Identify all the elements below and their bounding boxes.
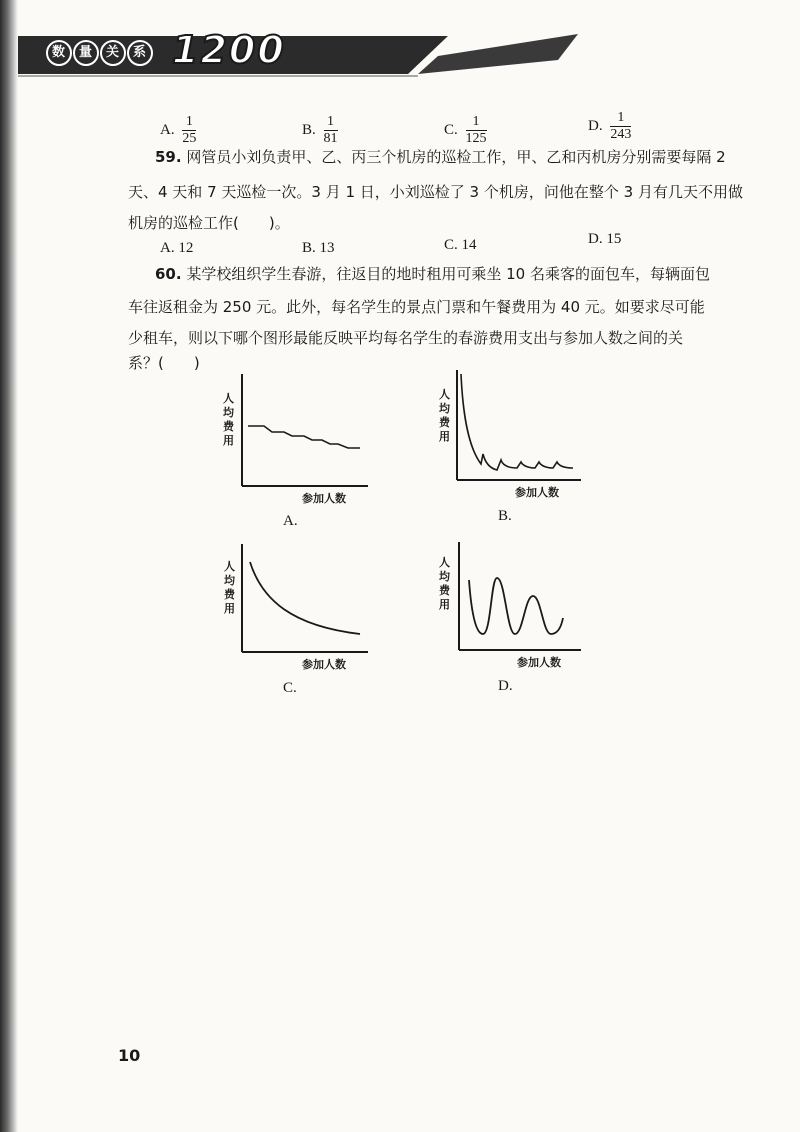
question-text: 某学校组织学生春游，往返目的地时租用可乘坐 10 名乘客的面包车，每辆面包: [186, 265, 710, 283]
ylabel-char: 人: [439, 556, 450, 569]
curve-smooth-decline: [250, 562, 360, 634]
fraction: [182, 114, 196, 147]
graph-d-caption: D.: [498, 678, 513, 694]
series-number: 1200: [172, 28, 286, 72]
q60-line: 车往返租金为 250 元。此外，每名学生的景点门票和午餐费用为 40 元。如要求尽可能: [128, 298, 705, 316]
denominator: 243: [610, 127, 632, 142]
ylabel-char: 均: [439, 402, 450, 415]
curve-step-decline: [248, 426, 360, 448]
graph-c-caption: C.: [283, 680, 297, 696]
xlabel: 参加人数: [517, 656, 561, 669]
ylabel-char: 费: [223, 420, 234, 433]
curve-sawtooth-decline: [461, 374, 573, 470]
option-letter: A.: [160, 121, 175, 138]
graph-d: [425, 538, 585, 678]
numerator: 1: [182, 114, 196, 131]
question-number: 59.: [155, 148, 182, 166]
denominator: 81: [323, 131, 338, 146]
question-text: 网管员小刘负责甲、乙、丙三个机房的巡检工作，甲、乙和丙机房分别需要每隔 2: [186, 148, 726, 166]
graph-a-caption: A.: [283, 513, 298, 529]
option-letter: B.: [302, 121, 316, 138]
q58-option-d: [588, 110, 631, 143]
denominator: 25: [182, 131, 197, 146]
fraction: [610, 110, 631, 143]
q59-option-c: C. 14: [444, 237, 477, 253]
q59-line: 机房的巡检工作( )。: [128, 214, 290, 232]
series-char: 量: [73, 40, 99, 66]
curve-oscillating: [469, 578, 563, 634]
xlabel: 参加人数: [302, 658, 346, 671]
ylabel-char: 人: [224, 560, 235, 573]
q59-line: 天、4 天和 7 天巡检一次。3 月 1 日，小刘巡检了 3 个机房，问他在整个 3 月有几天不用做: [128, 183, 743, 201]
q60-line: 系？( ): [128, 354, 200, 372]
q58-option-a: [160, 114, 196, 147]
ylabel-char: 均: [224, 574, 235, 587]
ylabel-char: 人: [223, 392, 234, 405]
q60-line: 少租车，则以下哪个图形最能反映平均每名学生的春游费用支出与参加人数之间的关: [128, 329, 684, 347]
numerator: 1: [610, 110, 631, 127]
ylabel-char: 费: [439, 584, 450, 597]
option-letter: D.: [588, 117, 603, 134]
xlabel: 参加人数: [515, 486, 559, 499]
fraction: [466, 114, 487, 147]
q59-option-d: D. 15: [588, 231, 622, 247]
q59-line: [155, 146, 775, 168]
ylabel-char: 用: [224, 602, 235, 615]
denominator: 125: [465, 131, 487, 146]
q59-option-a: A. 12: [160, 240, 194, 256]
page-binding-shadow: [0, 0, 18, 1132]
series-char: 关: [100, 40, 126, 66]
ylabel-char: 均: [439, 570, 450, 583]
graph-b: [425, 368, 585, 508]
series-char: 系: [127, 40, 153, 66]
q59-option-b: B. 13: [302, 240, 335, 256]
graph-a: [212, 370, 372, 510]
xlabel: 参加人数: [302, 492, 346, 505]
option-letter: C.: [444, 121, 458, 138]
q58-option-b: [302, 114, 338, 147]
ylabel-char: 用: [439, 430, 450, 443]
series-char: 数: [46, 40, 72, 66]
numerator: 1: [324, 114, 338, 131]
ylabel-char: 人: [439, 388, 450, 401]
ylabel-char: 用: [223, 434, 234, 447]
numerator: 1: [466, 114, 487, 131]
series-name: [46, 40, 154, 66]
ylabel-char: 均: [223, 406, 234, 419]
fraction: [324, 114, 338, 147]
page-number: 10: [118, 1046, 141, 1065]
q60-line: [155, 263, 775, 285]
graph-b-caption: B.: [498, 508, 512, 524]
question-number: 60.: [155, 265, 182, 283]
ylabel-char: 用: [439, 598, 450, 611]
graph-c: [212, 540, 372, 680]
ylabel-char: 费: [224, 588, 235, 601]
q58-option-c: [444, 114, 487, 147]
ylabel-char: 费: [439, 416, 450, 429]
